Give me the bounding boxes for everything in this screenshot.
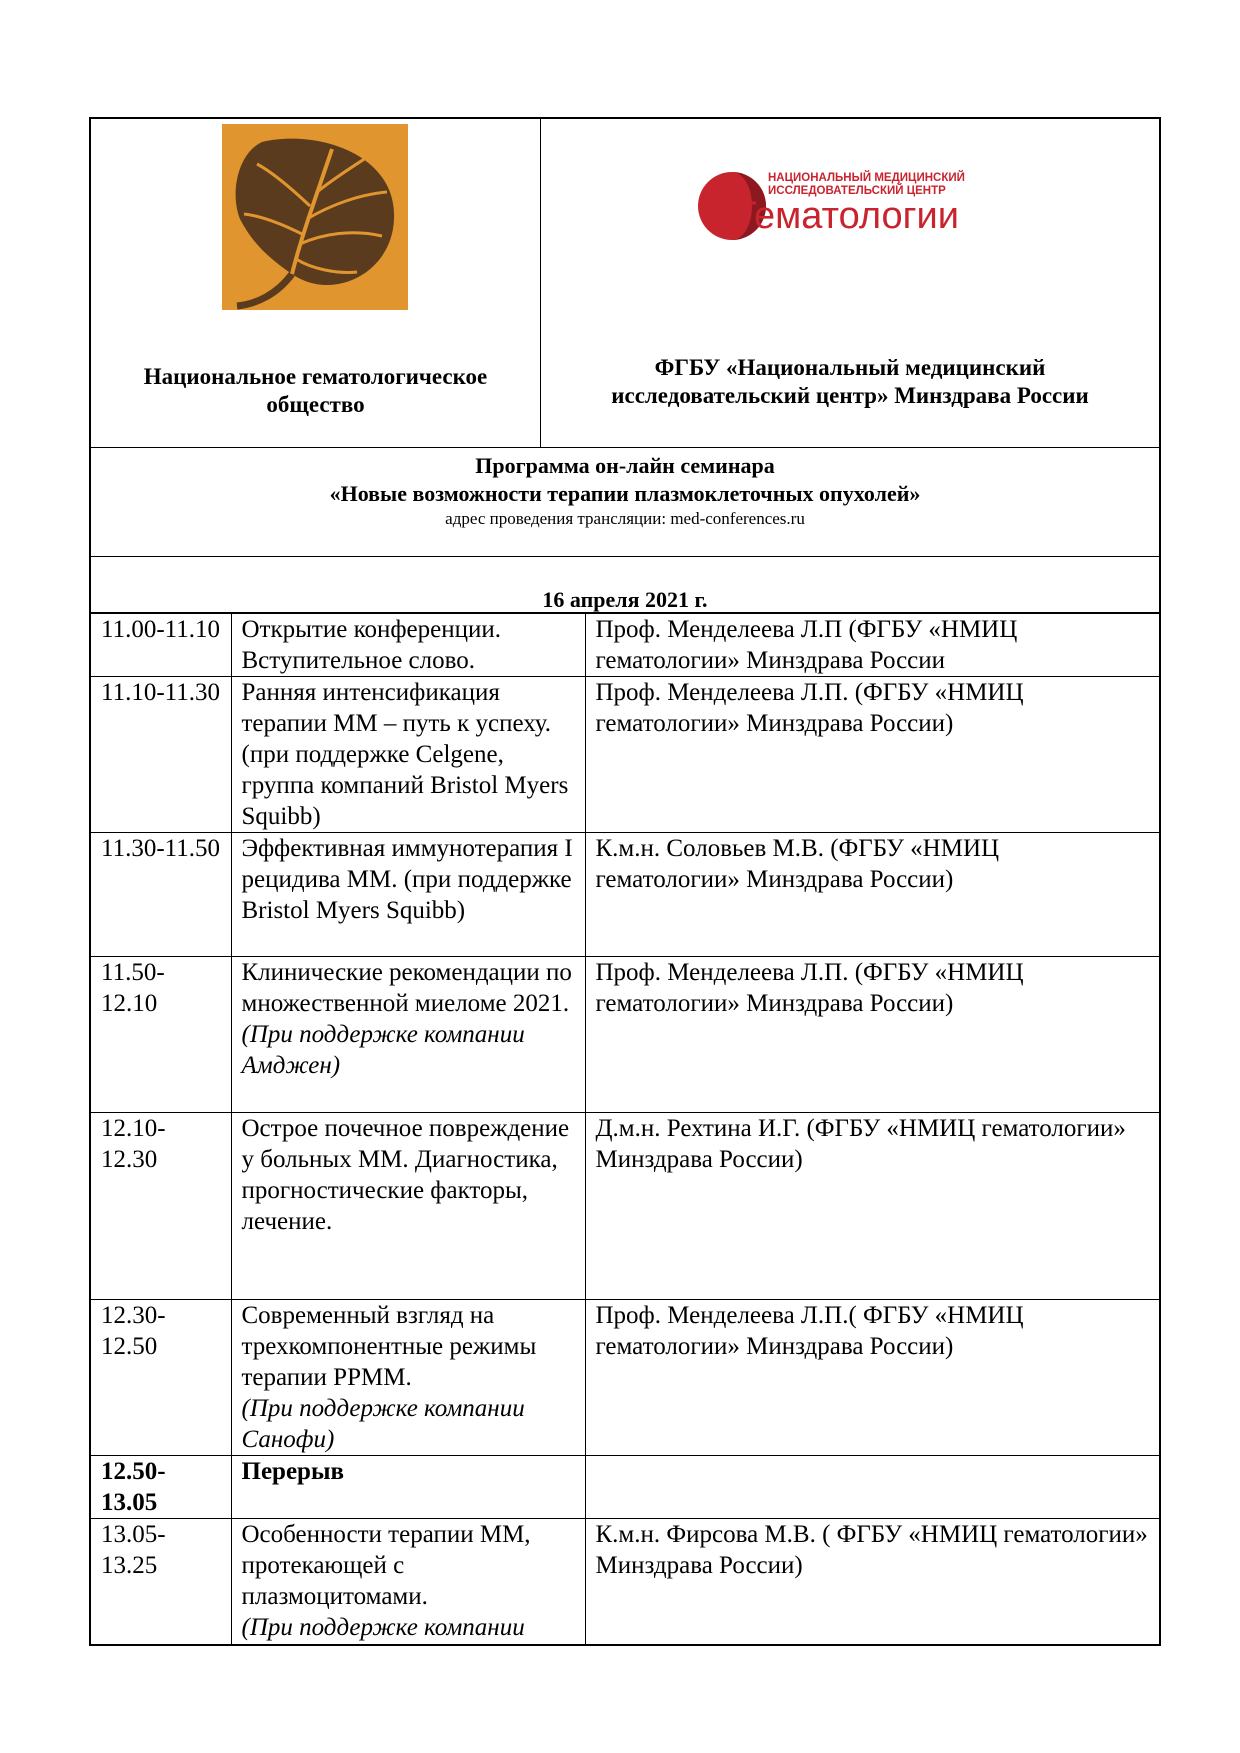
row-speaker: Проф. Менделеева Л.П. (ФГБУ «НМИЦ гематологии» Минздрава России)	[585, 677, 1159, 833]
right-org-line-2: исследовательский центр» Минздрава России	[611, 383, 1089, 408]
topic-text: Современный взгляд на трехкомпонентные режимы терапии РРММ.	[241, 1302, 537, 1391]
topic-text: Открытие конференции. Вступительное слово.	[241, 616, 501, 674]
row-speaker: К.м.н. Фирсова М.В. ( ФГБУ «НМИЦ гематологии» Минздрава России)	[585, 1519, 1159, 1644]
row-speaker: Проф. Менделеева Л.П (ФГБУ «НМИЦ гематологии» Минздрава России	[585, 614, 1159, 677]
topic-text: Эффективная иммунотерапия I рецидива ММ. (при поддержке Bristol Myers Squibb)	[241, 835, 573, 924]
event-date: 16 апреля 2021 г.	[91, 557, 1159, 613]
header-left-cell	[91, 119, 541, 447]
nmic-hematology-logo	[696, 166, 986, 246]
row-speaker: Проф. Менделеева Л.П.( ФГБУ «НМИЦ гематологии» Минздрава России)	[585, 1300, 1159, 1456]
header-right-cell	[541, 119, 1159, 447]
row-topic	[231, 957, 585, 1113]
sponsor-note: (При поддержке компании Санофи)	[241, 1395, 525, 1453]
row-time: 13.05-13.25	[91, 1519, 231, 1644]
row-time: 11.50-12.10	[91, 957, 231, 1113]
schedule-row	[91, 677, 1159, 833]
row-topic	[231, 1300, 585, 1456]
schedule-row	[91, 1300, 1159, 1456]
topic-text: Ранняя интенсификация терапии ММ – путь к успеху. (при поддержке Celgene, группа компаний Bristol Myers Squibb)	[241, 679, 569, 830]
sponsor-note: (При поддержке компании	[241, 1614, 525, 1641]
nmic-logo-line-2: ИССЛЕДОВАТЕЛЬСКИЙ ЦЕНТР	[768, 185, 946, 197]
sponsor-note: (При поддержке компании Амджен)	[241, 1021, 525, 1079]
row-time: 12.10-12.30	[91, 1113, 231, 1300]
row-time: 12.50-13.05	[91, 1456, 231, 1519]
header	[91, 119, 1159, 448]
broadcast-address: адрес проведения трансляции: med-conferences.ru	[445, 509, 805, 528]
right-org-name	[541, 354, 1159, 410]
schedule-row	[91, 614, 1159, 677]
row-time: 11.10-11.30	[91, 677, 231, 833]
topic-text: Клинические рекомендации по множественной миеломе 2021.	[241, 959, 572, 1017]
schedule-row	[91, 957, 1159, 1113]
schedule-row	[91, 1113, 1159, 1300]
left-org-name	[91, 363, 540, 419]
row-topic	[231, 1519, 585, 1644]
program-title: Программа он-лайн семинара	[475, 453, 775, 478]
row-time: 12.30-12.50	[91, 1300, 231, 1456]
row-speaker: Проф. Менделеева Л.П. (ФГБУ «НМИЦ гематологии» Минздрава России)	[585, 957, 1159, 1113]
row-speaker: К.м.н. Соловьев М.В. (ФГБУ «НМИЦ гематологии» Минздрава России)	[585, 833, 1159, 957]
nmic-logo-word: Гематологии	[736, 195, 959, 237]
program-document	[89, 117, 1161, 1646]
left-org-line-1: Национальное гематологическое	[143, 364, 488, 389]
row-topic	[231, 614, 585, 677]
row-topic	[231, 1113, 585, 1300]
program-title-block	[91, 448, 1159, 557]
row-time: 11.30-11.50	[91, 833, 231, 957]
topic-text: Особенности терапии ММ, протекающей с плазмоцитомами.	[241, 1521, 531, 1610]
schedule-row	[91, 1519, 1159, 1644]
schedule-row	[91, 833, 1159, 957]
right-org-line-1: ФГБУ «Национальный медицинский	[654, 355, 1046, 380]
row-time: 11.00-11.10	[91, 614, 231, 677]
schedule-row-break	[91, 1456, 1159, 1519]
left-org-line-2: общество	[266, 392, 365, 417]
row-speaker: Д.м.н. Рехтина И.Г. (ФГБУ «НМИЦ гематологии» Минздрава России)	[585, 1113, 1159, 1300]
row-topic: Перерыв	[231, 1456, 585, 1519]
nmic-logo-line-1: НАЦИОНАЛЬНЫЙ МЕДИЦИНСКИЙ	[768, 172, 965, 184]
schedule-table	[91, 613, 1159, 1644]
program-subtitle: «Новые возможности терапии плазмоклеточных опухолей»	[329, 481, 921, 506]
leaf-logo-icon	[222, 124, 408, 310]
row-topic	[231, 833, 585, 957]
row-topic	[231, 677, 585, 833]
topic-text: Острое почечное повреждение у больных ММ. Диагностика, прогностические факторы, лечение.	[241, 1115, 570, 1235]
row-speaker	[585, 1456, 1159, 1519]
